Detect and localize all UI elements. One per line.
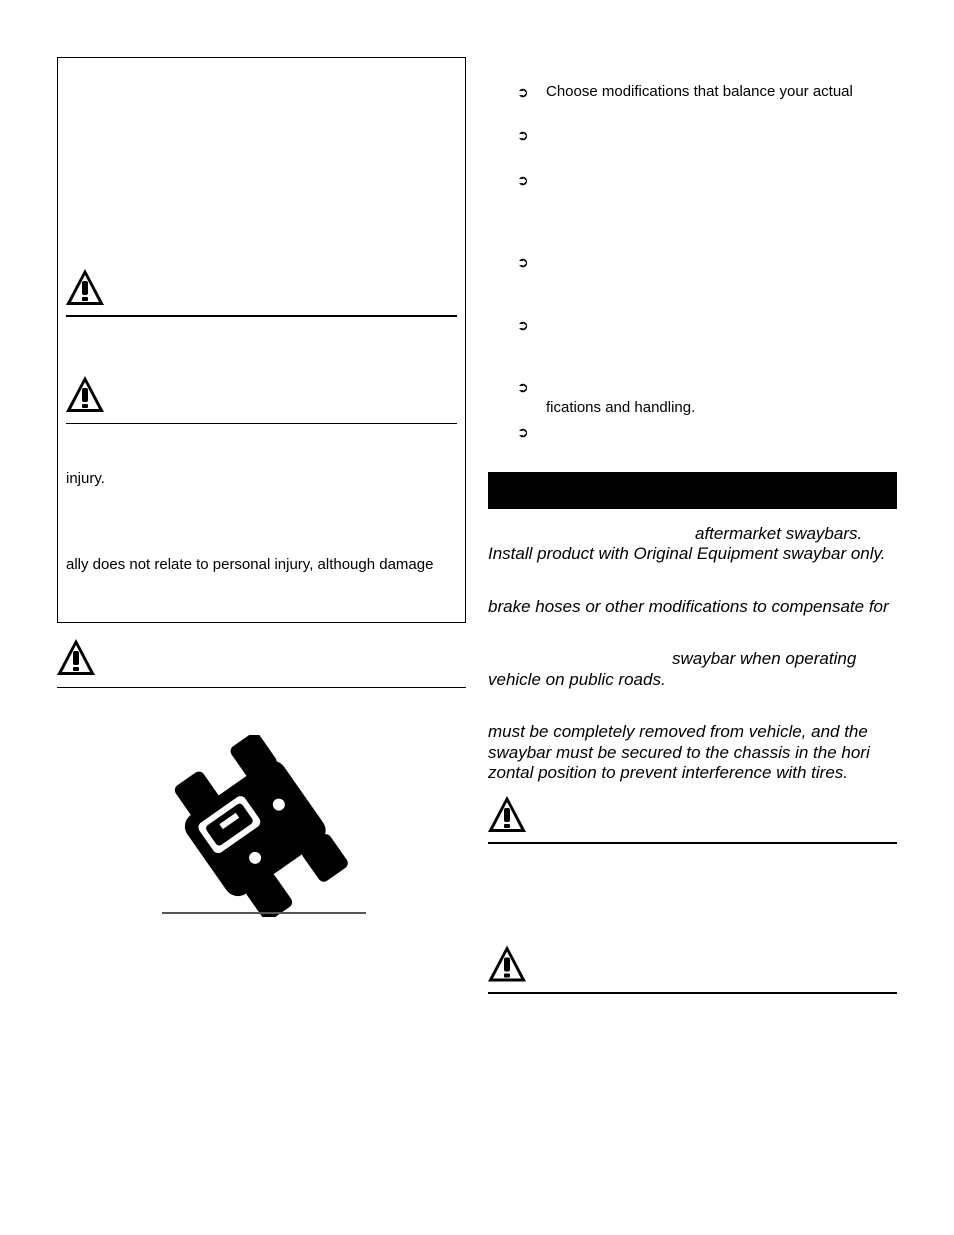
divider	[488, 842, 897, 844]
note-text: zontal position to prevent interference with tires.	[488, 763, 849, 782]
note-text: swaybar when operating	[672, 649, 857, 668]
note-text: must be completely removed from vehicle, and the	[488, 722, 868, 741]
vehicle-rollover-icon	[160, 735, 370, 922]
divider	[66, 423, 457, 424]
notice-box	[57, 57, 466, 623]
box-text-injury: injury.	[66, 470, 105, 487]
warning-triangle-icon	[487, 794, 527, 834]
bullet-icon: ➲	[517, 254, 529, 270]
divider	[66, 315, 457, 317]
bullet-icon: ➲	[517, 84, 529, 100]
bullet-text: fications and handling.	[546, 399, 696, 416]
bullet-icon: ➲	[517, 172, 529, 188]
warning-triangle-icon	[487, 943, 527, 984]
box-text-relate: ally does not relate to personal injury, although damage	[66, 556, 434, 573]
note-text: vehicle on public roads.	[488, 670, 666, 689]
divider	[488, 992, 897, 994]
section-header-bar	[488, 472, 897, 509]
note-text: aftermarket swaybars.	[695, 524, 863, 543]
bullet-icon: ➲	[517, 317, 529, 333]
note-text: brake hoses or other modifications to compensate for	[488, 597, 889, 616]
note-text: Install product with Original Equipment swaybar only.	[488, 544, 886, 563]
warning-triangle-icon	[65, 374, 105, 414]
warning-triangle-icon	[65, 268, 105, 306]
bullet-icon: ➲	[517, 379, 529, 395]
warning-triangle-icon	[56, 636, 96, 678]
bullet-text: Choose modifications that balance your actual	[546, 83, 853, 100]
note-text: swaybar must be secured to the chassis in the hori	[488, 743, 870, 762]
divider	[57, 687, 466, 688]
bullet-icon: ➲	[517, 424, 529, 440]
bullet-icon: ➲	[517, 127, 529, 143]
